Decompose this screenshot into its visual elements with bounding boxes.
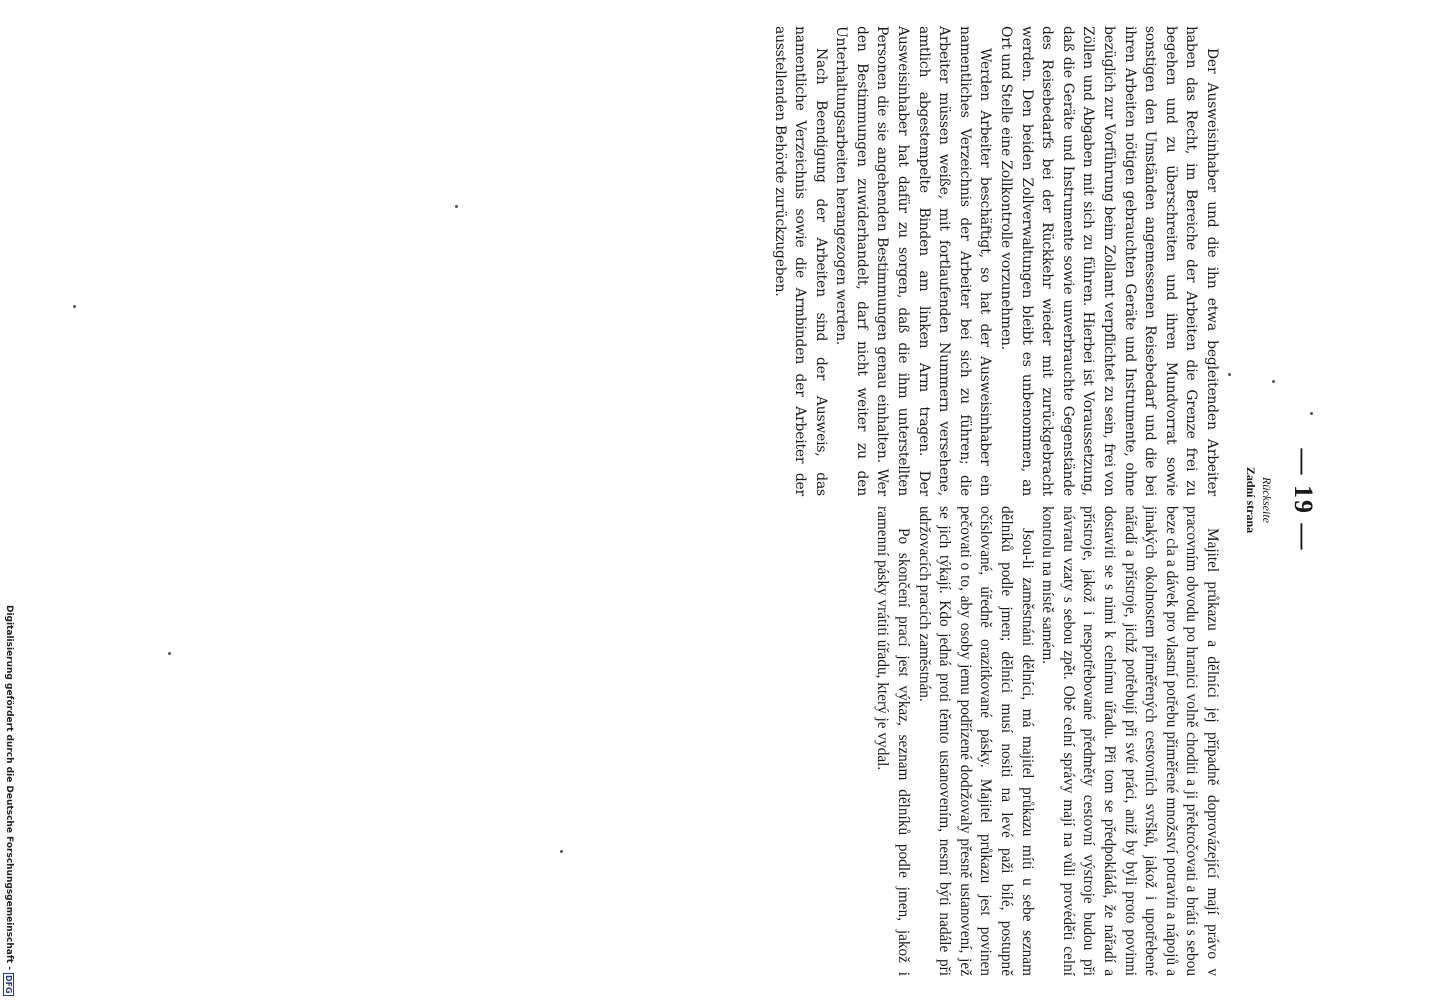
scan-speck [1228, 373, 1231, 376]
scan-speck [1310, 412, 1313, 415]
digitization-credit [3, 605, 15, 997]
german-column [769, 26, 1222, 496]
rotated-page-content [690, 0, 1330, 1000]
scanned-page [690, 0, 1330, 1000]
scan-speck [168, 652, 171, 655]
digitization-credit-text-wrap [3, 605, 15, 997]
page-number: — 19 — [1289, 448, 1318, 552]
german-paragraph-3: Nach Beendigung der Arbeiten sind der Ausweis, das namentliche Verzeichnis sowie die Armbinden der Arbeiter der ausstellenden Behörde zurückzugeben. [771, 26, 829, 496]
czech-paragraph-2: Jsou-li zaměstnáni dělníci, má majitel průkazu míti u sebe seznam dělníků podle jmen; dělníci musí nositi na levé paži bílé, postupně očíslované, úředně orazítkované pásky. Majitel průkazu jest povinen pečovati o to, aby osoby jemu podřízené dodržovaly přesně ustanovení, jež se jich týkají. Kdo jedná proti těmto ustanovením, nesmí býti nadále při udržovacích pracích zaměstnán. [915, 506, 1036, 976]
header-german: Rückseite [1260, 477, 1274, 523]
scan-speck [73, 305, 76, 308]
header-czech: Zadní strana [1244, 466, 1258, 534]
scan-speck [560, 850, 563, 853]
scan-speck [455, 205, 458, 208]
czech-paragraph-1: Majitel průkazu a dělníci jej případně doprovázející mají právo v pracovním obvodu po hranici volně choditi a ji překročovati a bráti s sebou beze cla a dávek pro vlastní potřebu přiměřené množství potravin a nápojů a jinakých okolnostem přiměřených cestovních svršků, jakož i upotřebené nářadí a přístroje, jichž potřebují při své práci, aniž by byli proto povinni dostaviti se s nimi k celnímu úřadu. Při tom se předpokládá, že nářadí a přístroje, jakož i nespotřebované předměty cestovní výstroje budou při návratu vzaty s sebou zpět. Obě celní správy mají na vůli provéděti celní kontrolu na místě samém. [1039, 506, 1221, 976]
german-paragraph-1: Der Ausweisinhaber und die ihn etwa begleitenden Arbeiter haben das Recht, im Bereiche der Arbeiten die Grenze frei zu begehen und zu überschreiten und ihren Mundvorrat sowie sonstigen den Umständen angemessenen Reisebedarf und die bei ihren Arbeiten nötigen gebrauchten Geräte und Instrumente, ohne bezüglich zur Vorführung beim Zollamt verpflichtet zu sein, frei von Zöllen und Abgaben mit sich zu führen. Hierbei ist Voraussetzung, daß die Geräte und Instrumente sowie unverbrauchte Gegenstände des Reisebedarfs bei der Rückkehr wieder mit zurückgebracht werden. Den beiden Zollverwaltungen bleibt es unbenommen, an Ort und Stelle eine Zollkontrolle vorzunehmen. [998, 26, 1220, 496]
german-paragraph-2: Werden Arbeiter beschäftigt, so hat der Ausweisinhaber ein namentliches Verzeichnis der Arbeiter bei sich zu führen; die Arbeiter müssen weiße, mit fortlaufenden Nummern versehene, amtlich abgestempelte Binden am linken Arm tragen. Der Ausweisinhaber hat dafür zu sorgen, daß die ihm unterstellten Personen die sie angehenden Bestimmungen genau einhalten. Wer den Bestimmungen zuwiderhandelt, darf nicht weiter zu den Unterhaltungsarbeiten herangezogen werden. [833, 26, 994, 496]
dfg-logo: DFG [4, 974, 14, 994]
digitization-credit-text: Digitalisierung gefördert durch die Deutsche Forschungsgemeinschaft - [4, 605, 14, 970]
czech-column [872, 506, 1222, 976]
czech-paragraph-3: Po skončení prací jest výkaz, seznam dělníků podle jmen, jakož i ramenní pásky vrátiti úřadu, který je vydal. [874, 506, 913, 976]
scan-speck [1272, 380, 1275, 383]
